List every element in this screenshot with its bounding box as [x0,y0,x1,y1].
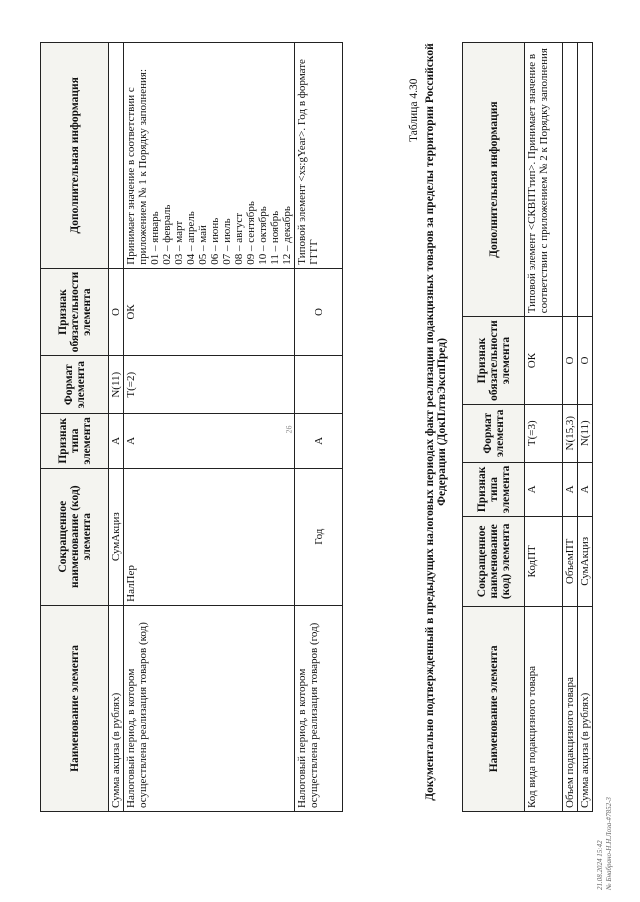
header-cell: Наименование элемента [463,606,525,811]
month-item: 07 – июль [221,218,233,265]
cell-name: Объем подакцизного товара [563,606,578,811]
cell-format: Т(=2) [124,356,295,414]
cell-required: О [563,317,578,405]
cell-type: А [578,462,593,516]
table-row [124,43,295,812]
cell-info [578,43,593,317]
header-cell: Сокращенное наименование (код) элемента [41,468,109,605]
header-cell: Дополнительная информация [41,43,109,269]
document-stamp [596,797,614,890]
cell-required: О [295,268,343,356]
table-1-header-row [41,43,109,812]
header-cell: Формат элемента [463,404,525,462]
month-item: 11 – ноябрь [269,210,281,265]
table-row [563,43,578,812]
table-row [295,43,343,812]
cell-name: Код вида подакцизного товара [525,606,563,811]
cell-type: А [124,414,295,468]
cell-type: А [295,414,343,468]
cell-name: Сумма акциза (в рублях) [578,606,593,811]
table-row [109,43,124,812]
cell-format: N(11) [578,404,593,462]
month-item: 03 – март [173,220,185,265]
cell-type: А [109,414,124,468]
table-2 [462,42,593,812]
header-cell: Признак типа элемента [463,462,525,516]
cell-format: N(11) [109,356,124,414]
cell-required: О [109,268,124,356]
header-cell: Признак обязательности элемента [41,268,109,356]
month-item: 12 – декабрь [281,206,293,265]
table-row [525,43,563,812]
month-item: 05 – май [197,225,209,265]
cell-info-with-list [124,43,295,269]
page-number: 26 [284,425,294,434]
header-cell: Признак обязательности элемента [463,317,525,405]
cell-required: ОК [124,268,295,356]
cell-info: Типовой элемент <СКВПТтип>. Принимает значение в соответствии с приложением № 2 к Порядку заполнения [525,43,563,317]
table-number: Таблица 4.30 [408,78,420,142]
cell-info: Типовой элемент <xs:gYear>. Год в формате ГГГГ [295,43,343,269]
stamp-line: № Бнабрано-Н.Н.Лоза-#7852-3 [605,797,613,890]
cell-info [109,43,124,269]
stamp-line: 21.08.2024 15:42 [596,840,604,890]
month-item: 10 – октябрь [257,206,269,265]
info-text: Принимает значение в соответствии с приложением № 1 к Порядку заполнения: [125,68,149,265]
cell-format: Т(=3) [525,404,563,462]
table-row [578,43,593,812]
cell-code: КодПТ [525,517,563,607]
table-2-title: Документально подтвержденный в предыдущих налоговых периодах факт реализации подакцизных товаров за пределы территории Российской Федерации (ДокПлтвЭкспПред) [424,43,448,801]
cell-format: N(15,3) [563,404,578,462]
cell-code: НалПер [124,468,295,605]
cell-required: О [578,317,593,405]
cell-code: СумАкциз [109,468,124,605]
cell-name: Налоговый период, в котором осуществлена реализация товаров (год) [295,605,343,811]
table-2-header-row [463,43,525,812]
cell-name: Налоговый период, в котором осуществлена реализация товаров (код) [124,605,295,811]
cell-info [563,43,578,317]
header-cell: Дополнительная информация [463,43,525,317]
header-cell: Признак типа элемента [41,414,109,468]
header-cell: Наименование элемента [41,605,109,811]
month-item: 09 – сентябрь [245,201,257,265]
month-item: 04 – апрель [185,211,197,265]
header-cell: Формат элемента [41,356,109,414]
cell-code: СумАкциз [578,517,593,607]
cell-code: ОбъемПТ [563,517,578,607]
cell-required: ОК [525,317,563,405]
month-item: 01 – январь [149,211,161,265]
table-1 [40,42,343,812]
cell-format [295,356,343,414]
cell-type: А [563,462,578,516]
cell-name: Сумма акциза (в рублях) [109,605,124,811]
month-item: 02 – февраль [161,204,173,265]
month-item: 08 – август [233,212,245,265]
month-item: 06 – июнь [209,217,221,265]
cell-code: Год [295,468,343,605]
header-cell: Сокращенное наименование (код) элемента [463,517,525,607]
cell-type: А [525,462,563,516]
